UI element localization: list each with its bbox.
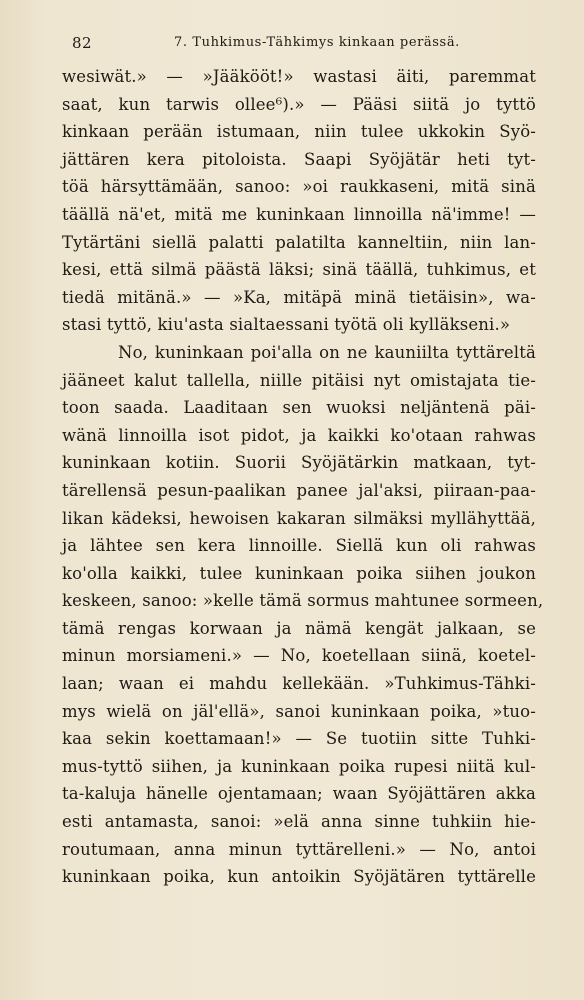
text-line: kuninkaan kotiin. Suorii Syöjätärkin matkaan, tyt-	[62, 453, 536, 473]
text-line: töä härsyttämään, sanoo: »oi raukkaseni, mitä sinä	[62, 177, 536, 197]
text-line: ja lähtee sen kera linnoille. Siellä kun oli rahwas	[62, 536, 536, 556]
text-line: tiedä mitänä.» — »Ka, mitäpä minä tietäisin», wa-	[62, 287, 536, 307]
text-line: kuninkaan poika, kun antoikin Syöjätären tyttärelle	[62, 867, 536, 887]
text-line: laan; waan ei mahdu kellekään. »Tuhkimus-Tähki-	[62, 674, 536, 694]
text-line: kinkaan perään istumaan, niin tulee ukkokin Syö-	[62, 122, 536, 142]
text-line: stasi tyttö, kiu'asta sialtaessani työtä oli kylläkseni.»	[62, 315, 511, 335]
text-line: keskeen, sanoo: »kelle tämä sormus mahtunee sormeen,	[62, 591, 544, 611]
text-line: routumaan, anna minun tyttärelleni.» — No, antoi	[62, 839, 536, 859]
text-line: wesiwät.» — »Jääkööt!» wastasi äiti, paremmat	[62, 67, 536, 86]
text-line: kaa sekin koettamaan!» — Se tuotiin sitte Tuhki-	[62, 729, 536, 749]
text-line: mus-tyttö siihen, ja kuninkaan poika rupesi niitä kul-	[62, 756, 536, 776]
text-line: No, kuninkaan poi'alla on ne kauniilta tyttäreltä	[118, 342, 536, 362]
text-line: täällä nä'et, mitä me kuninkaan linnoilla nä'imme! —	[62, 204, 536, 224]
text-line: jääneet kalut tallella, niille pitäisi nyt omistajata tie-	[62, 370, 536, 390]
text-line: jättären kera pitoloista. Saapi Syöjätär heti tyt-	[62, 149, 536, 169]
text-line: tämä rengas korwaan ja nämä kengät jalkaan, se	[62, 618, 536, 638]
running-head: 7. Tuhkimus-Tähkimys kinkaan perässä.	[174, 35, 460, 50]
body-text	[62, 63, 544, 891]
text-line: minun morsiameni.» — No, koetellaan siinä, koetel-	[62, 646, 536, 666]
text-line: saat, kun tarwis ollee⁶).» — Pääsi siitä jo tyttö	[62, 94, 536, 114]
text-line: Tytärtäni siellä palatti palatilta kanneltiin, niin lan-	[62, 232, 536, 252]
text-line: esti antamasta, sanoi: »elä anna sinne tuhkiin hie-	[62, 812, 536, 832]
text-line: tärellensä pesun-paalikan panee jal'aksi, piiraan-paa-	[62, 480, 536, 500]
text-line: ko'olla kaikki, tulee kuninkaan poika siihen joukon	[62, 563, 536, 583]
text-line: toon saada. Laaditaan sen wuoksi neljäntenä päi-	[62, 398, 536, 418]
text-line: ta-kaluja hänelle ojentamaan; waan Syöjättären akka	[62, 784, 536, 804]
text-line: likan kädeksi, hewoisen kakaran silmäksi myllähyttää,	[62, 508, 536, 528]
text-line: wänä linnoilla isot pidot, ja kaikki ko'otaan rahwas	[62, 425, 536, 445]
page-header	[62, 34, 536, 58]
text-line: kesi, että silmä päästä läksi; sinä täällä, tuhkimus, et	[62, 260, 536, 280]
page-number: 82	[72, 34, 93, 52]
text-line: mys wielä on jäl'ellä», sanoi kuninkaan poika, »tuo-	[62, 701, 536, 721]
